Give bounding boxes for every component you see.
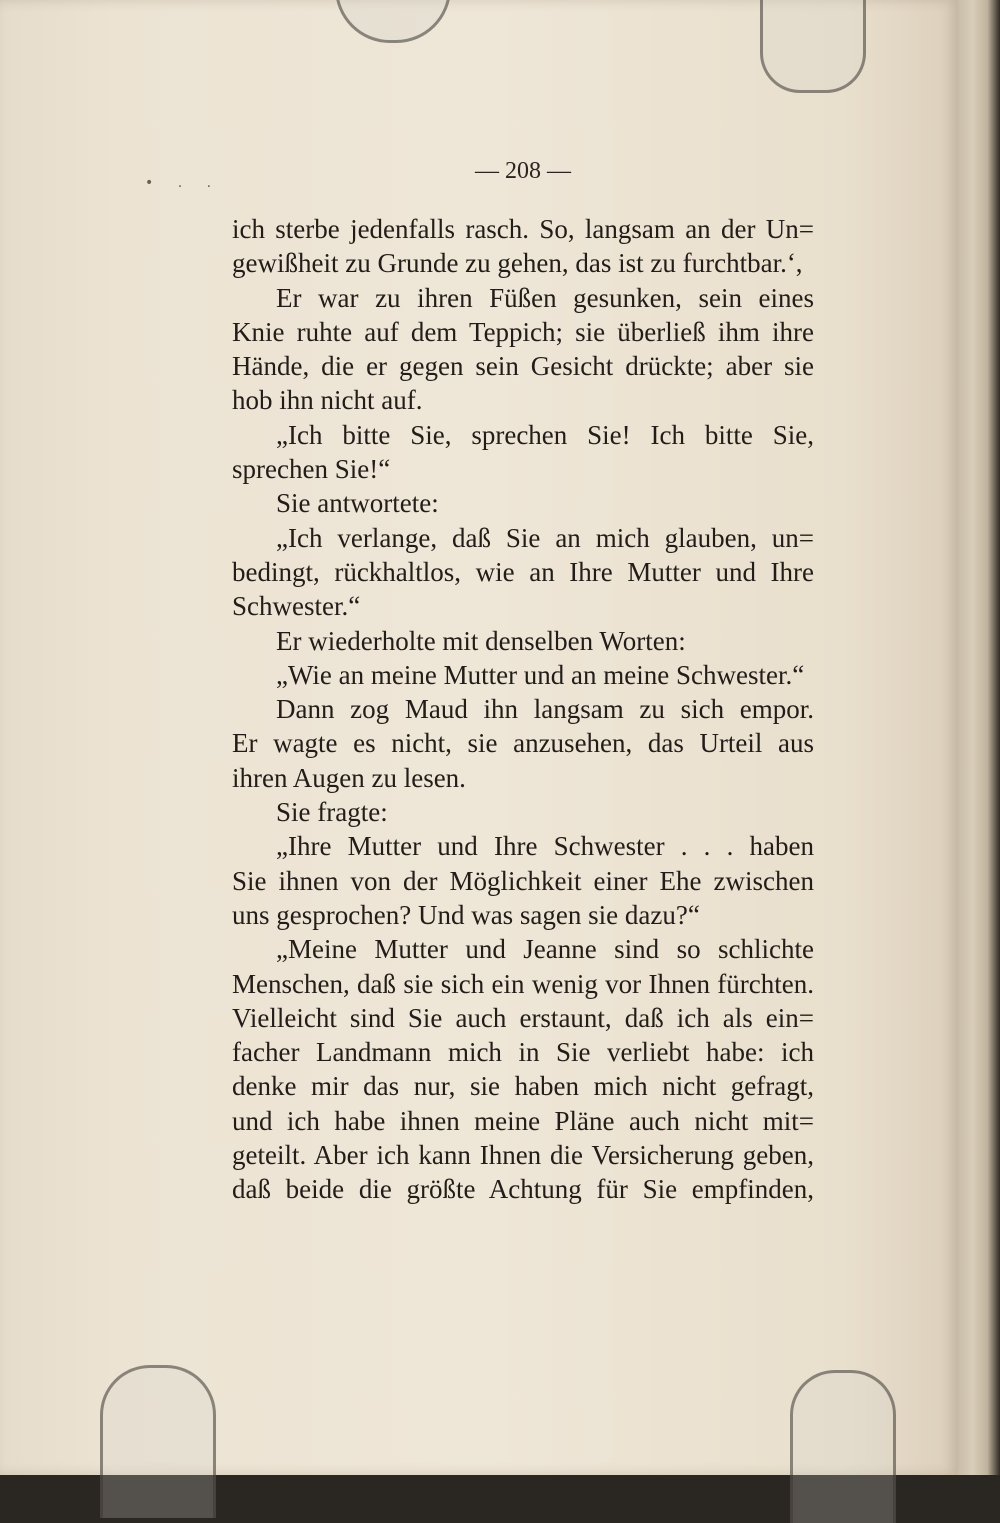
text-line: Sie fragte: [276, 797, 388, 828]
text-line: facher Landmann mich in Sie verliebt habe: ich [232, 1037, 814, 1068]
text-line: bedingt, rückhaltlos, wie an Ihre Mutter und Ihre [232, 556, 814, 587]
text-line: und ich habe ihnen meine Pläne auch nicht mit= [232, 1105, 814, 1136]
page-number: — 208 — [475, 158, 571, 184]
scanner-clip-top-right [760, 0, 866, 93]
text-line: daß beide die größte Achtung für Sie empfinden, [232, 1174, 814, 1205]
text-line: Dann zog Maud ihn langsam zu sich empor. [276, 694, 814, 725]
page-edge [958, 0, 1000, 1475]
text-line: hob ihn nicht auf. [232, 385, 423, 416]
text-line: „Wie an meine Mutter und an meine Schwester.“ [276, 659, 805, 690]
scanner-clip-bottom-right [790, 1370, 896, 1523]
text-line: geteilt. Aber ich kann Ihnen die Versicherung geben, [232, 1140, 814, 1171]
text-line: „Ich verlange, daß Sie an mich glauben, un= [276, 522, 814, 553]
text-line: Er war zu ihren Füßen gesunken, sein eines [276, 282, 814, 313]
scanner-clip-bottom-left [100, 1365, 216, 1518]
text-line: Er wiederholte mit denselben Worten: [276, 625, 686, 656]
text-line: Er wagte es nicht, sie anzusehen, das Urteil aus [232, 728, 814, 759]
text-line: ihren Augen zu lesen. [232, 762, 466, 793]
margin-specks: • . . [145, 175, 222, 191]
text-line: Menschen, daß sie sich ein wenig vor Ihnen fürchten. [232, 968, 814, 999]
text-line: Sie antwortete: [276, 488, 439, 519]
text-line: Schwester.“ [232, 591, 361, 622]
text-line: Sie ihnen von der Möglichkeit einer Ehe zwischen [232, 865, 814, 896]
text-line: ich sterbe jedenfalls rasch. So, langsam an der Un= [232, 214, 814, 244]
text-line: Vielleicht sind Sie auch erstaunt, daß ich als ein= [232, 1002, 814, 1033]
body-text [232, 212, 814, 1207]
text-line: „Meine Mutter und Jeanne sind so schlichte [276, 934, 814, 965]
text-line: „Ich bitte Sie, sprechen Sie! Ich bitte Sie, [276, 419, 814, 450]
text-line: uns gesprochen? Und was sagen sie dazu?“ [232, 899, 700, 930]
text-line: sprechen Sie!“ [232, 454, 391, 485]
text-line: „Ihre Mutter und Ihre Schwester . . . haben [276, 831, 814, 862]
text-line: gewißheit zu Grunde zu gehen, das ist zu furchtbar.‘, [232, 248, 803, 279]
text-line: Knie ruhte auf dem Teppich; sie überließ ihm ihre [232, 316, 814, 347]
text-line: Hände, die er gegen sein Gesicht drückte; aber sie [232, 351, 814, 382]
text-line: denke mir das nur, sie haben mich nicht gefragt, [232, 1071, 814, 1102]
